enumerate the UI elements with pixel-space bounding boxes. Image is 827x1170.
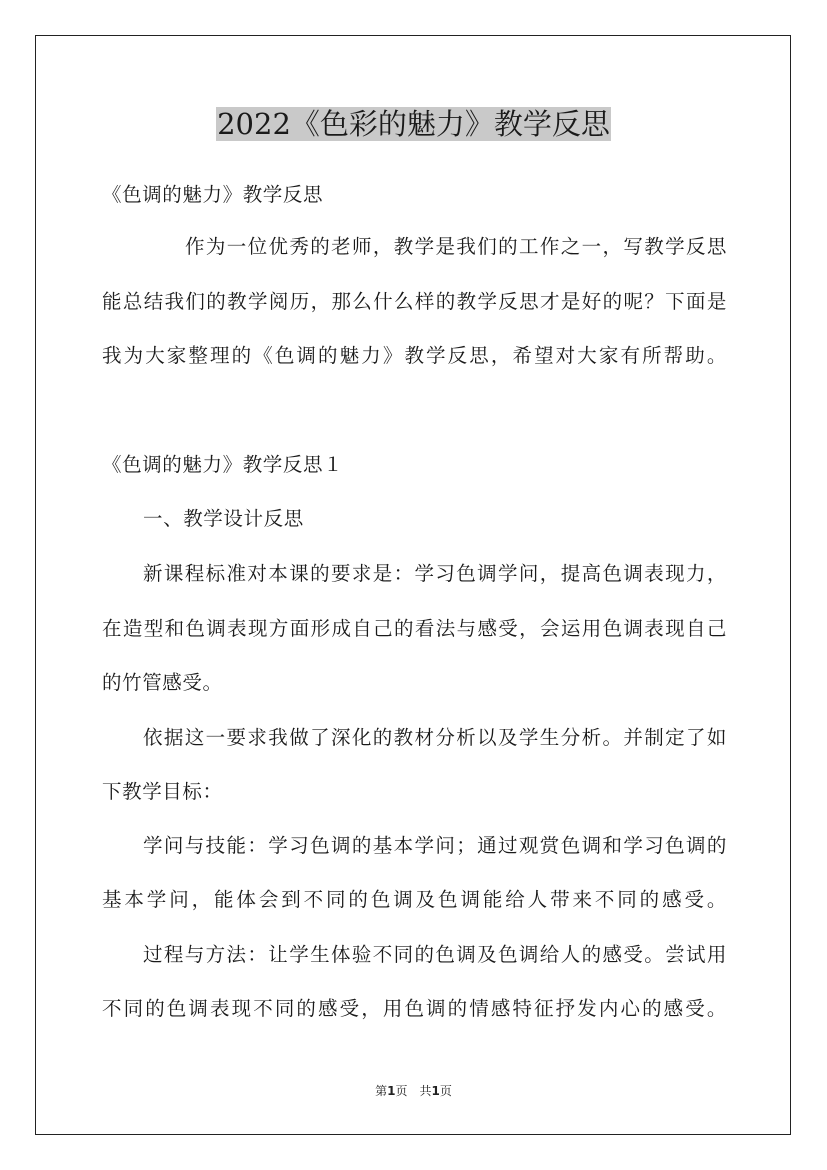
text-line: 不同的色调表现不同的感受，用色调的情感特征抒发内心的感受。 — [102, 997, 727, 1020]
text-line: 基本学问，能体会到不同的色调及色调能给人带来不同的感受。 — [102, 888, 727, 911]
text-line: 我为大家整理的《色调的魅力》教学反思，希望对大家有所帮助。 — [102, 344, 727, 367]
text-line: 学问与技能：学习色调的基本学问；通过观赏色调和学习色调的 — [143, 834, 727, 857]
page-mid: 页 共 — [395, 1084, 432, 1098]
page-footer — [0, 1083, 827, 1099]
text-line: 新课程标准对本课的要求是：学习色调学问，提高色调表现力， — [143, 562, 727, 585]
total-page-number: 1 — [431, 1084, 440, 1098]
text-line: 依据这一要求我做了深化的教材分析以及学生分析。并制定了如 — [143, 726, 727, 749]
current-page-number: 1 — [387, 1084, 396, 1098]
text-line: 一、教学设计反思 — [143, 507, 304, 530]
text-line: 作为一位优秀的老师，教学是我们的工作之一，写教学反思 — [185, 235, 727, 258]
text-line: 下教学目标： — [102, 780, 223, 803]
document-title: 2022《色彩的魅力》教学反思 — [217, 107, 610, 141]
text-line: 过程与方法：让学生体验不同的色调及色调给人的感受。尝试用 — [143, 943, 727, 966]
text-line: 的竹管感受。 — [102, 671, 223, 694]
text-line: 能总结我们的教学阅历，那么什么样的教学反思才是好的呢？下面是 — [102, 290, 727, 313]
page-suffix: 页 — [439, 1084, 452, 1098]
section-heading: 《色调的魅力》教学反思１ — [102, 453, 344, 476]
text-line: 《色调的魅力》教学反思 — [102, 183, 324, 206]
page-prefix: 第 — [375, 1084, 388, 1098]
text-line: 在造型和色调表现方面形成自己的看法与感受，会运用色调表现自己 — [102, 617, 727, 640]
